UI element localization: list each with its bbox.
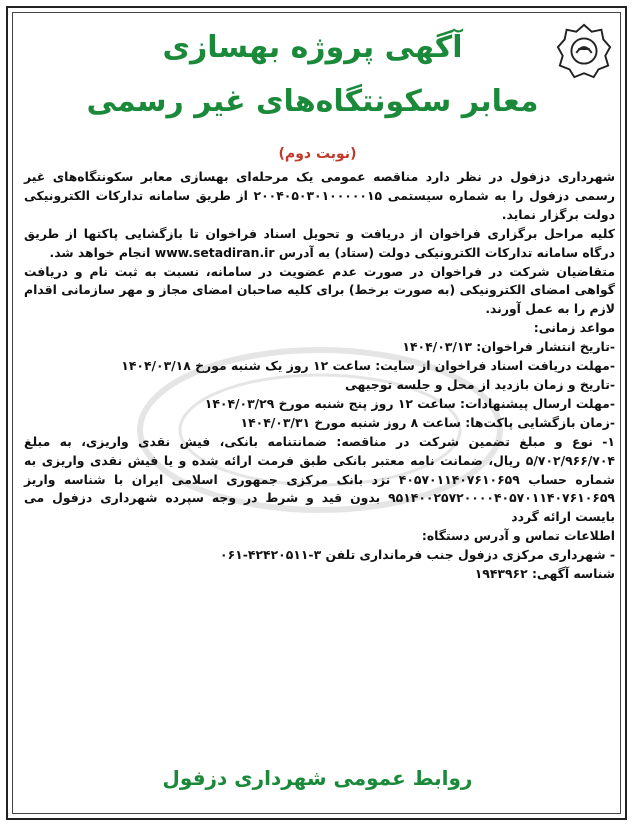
schedule-heading: مواعد زمانی: xyxy=(533,320,615,336)
publication-round: (نوبت دوم) xyxy=(278,146,357,162)
schedule-item-visit: -تاریخ و زمان بازدید از محل و جلسه توجیهی xyxy=(345,376,615,392)
schedule-item-documents: -مهلت دریافت اسناد فراخوان از سایت: ساعت ۱۲ روز یک شنبه مورخ ۱۴۰۴/۰۳/۱۸ xyxy=(121,358,615,374)
contact-address: - شهرداری مرکزی دزفول جنب فرمانداری تلفن ۳-۴۲۴۲۰۵۱۱-۰۶۱ xyxy=(220,547,615,563)
schedule-item-opening: -زمان بازگشایی پاکت‌ها: ساعت ۸ روز شنبه مورخ ۱۴۰۴/۰۳/۳۱ xyxy=(240,414,615,430)
registration-paragraph: متقاضیان شرکت در فراخوان در صورت عدم عضویت در سامانه، نسبت به ثبت نام و دریافت گواهی امضای الکترونیکی (به صورت برخط) برای کلیه صاحبان امضای مجاز و مهر سازمانی اقدام لازم را به عمل آورند. xyxy=(24,263,615,317)
schedule-item-publish: -تاریخ انتشار فراخوان: ۱۴۰۴/۰۳/۱۳ xyxy=(402,339,615,355)
ad-title-line-2: معابر سکونتگاه‌های غیر رسمی xyxy=(86,84,539,119)
intro-paragraph: شهرداری دزفول در نظر دارد مناقصه عمومی یک مرحله‌ای بهسازی معابر سکونتگاه‌های غیر رسمی دزفول را به شماره سیستمی ۲۰۰۴۰۵۰۳۰۱۰۰۰۰۰۱۵ از طریق سامانه تدارکات الکترونیکی دولت برگزار نماید. xyxy=(24,169,615,222)
contact-heading: اطلاعات تماس و آدرس دستگاه: xyxy=(421,528,615,544)
process-paragraph: کلیه مراحل برگزاری فراخوان از دریافت و تحویل اسناد فراخوان تا بازگشایی پاکتها از طریق درگاه سامانه تدارکات الکترونیکی دولت (ستاد) به آدرس www.setadiran.ir انجام خواهد شد. xyxy=(24,225,615,260)
ad-body xyxy=(24,168,615,584)
guarantee-paragraph: ۱- نوع و مبلغ تضمین شرکت در مناقصه: ضمانتنامه بانکی، فیش نقدی واریزی، به مبلغ ۵/۷۰۲/۹۶۶/۷۰۴ ریال، ضمانت نامه معتبر بانکی طبق فرمت ارائه شده و یا فیش نقدی واریزی به شماره حساب ۴۰۵۷۰۱۱۴۰۷۶۱۰۶۵۹ نزد بانک مرکزی جمهوری اسلامی ایران با شناسه واریز ۹۵۱۴۰۰۲۵۷۲۰۰۰۰۴۰۵۷۰۱۱۴۰۷۶۱۰۶۵۹ بدون قید و شرط در وجه سپرده شهرداری دزفول می بایست ارائه گردد xyxy=(24,433,615,525)
ad-title-line-1: آگهی پروژه بهسازی xyxy=(162,30,463,65)
ad-id: شناسه آگهی: ۱۹۴۳۹۶۲ xyxy=(474,566,615,582)
municipality-logo-icon xyxy=(555,22,613,80)
ad-footer-signature: روابط عمومی شهرداری دزفول xyxy=(162,766,473,790)
schedule-item-submission: -مهلت ارسال پیشنهادات: ساعت ۱۲ روز پنج شنبه مورخ ۱۴۰۴/۰۳/۲۹ xyxy=(204,395,615,411)
